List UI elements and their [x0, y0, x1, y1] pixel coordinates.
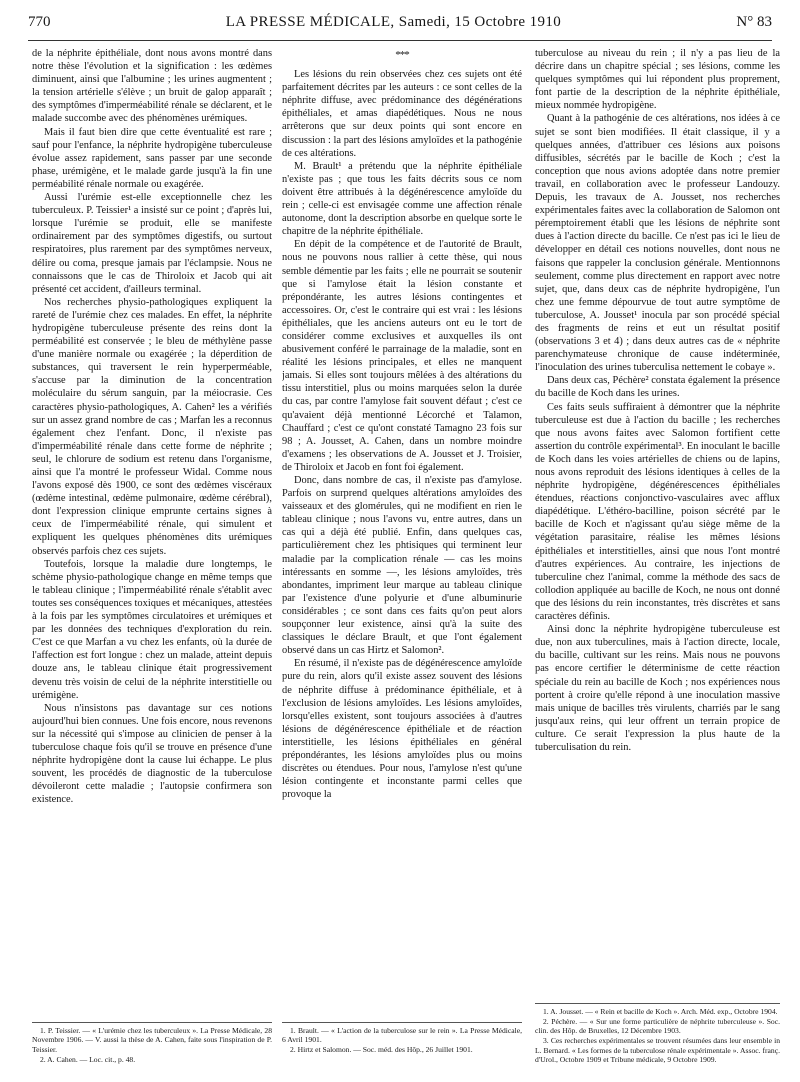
footnote: 2. Péchère. — « Sur une forme particulière de néphrite tuberculeuse ». Soc. clin. des Hôp. de Bruxelles, 12 Décembre 1903. [535, 1016, 780, 1036]
paragraph: Quant à la pathogénie de ces altérations, nos idées à ce sujet se sont bien modifiées. Il était classique, il y a quelques années, d'attribuer ces lésions aux poisons diffusibles, sécrétés par le bacille de Koch ; c'est la conception que nous avions adoptée dans notre premier travail, en collaboration avec le professeur Landouzy. Depuis, les travaux de A. Jousset, nos recherches expérimentales faites avec la collaboration de Salomon ont péremptoirement établi que les lésions de néphrite sont dues à l'action directe du bacille. Ce n'est pas ici le lieu de développer en détail ces notions nouvelles, dont nous ne faisons que rappeler la conclusion générale. Mentionnons seulement, comme plus directement en rapport avec notre sujet, que, dans deux cas de néphrite hydropigène, l'un chez une femme dépourvue de tout autre symptôme de tuberculose, A. Jousset¹ inocula par son procédé spécial des fragments de reins et eut un résultat positif (observations 3 et 4) ; dans deux autres cas de « néphrite parenchymateuse chronique de cause indéterminée, l'inoculation des urines tuberculisa nettement le cobaye ». [535, 113, 780, 374]
page-number: 770 [28, 14, 51, 30]
column-right [535, 47, 780, 1072]
paragraph: Nos recherches physio-pathologiques expliquent la rareté de l'urémie chez ces malades. En effet, la néphrite hydropigène tuberculeuse présente des reins dont la perméabilité est conservée ; le bleu de méthylène passe d'une manière normale ou exagérée ; la déperdition de substances, qui traversent le rein hyperperméable, s'accuse par la diminution de la concentration moléculaire du sérum sanguin, par la méiocrasie. Ces caractères physio-pathologiques, A. Cahen² les a vérifiés sur un assez grand nombre de cas ; Marfan les a reconnus également chez l'enfant. Donc, il n'existe pas d'imperméabilité rénale dans cette forme de néphrite ; seul, le chlorure de sodium est retenu dans l'organisme, ainsi que l'a montré le professeur Widal. Comme nous l'avons exposé dès 1900, ce sont des œdèmes viscéraux (œdème intestinal, œdème pulmonaire, œdème cérébral), dont l'expression clinique emprunte certains signes à ceux de l'imperméabilité rénale, qui simulent et expliquent les quelques phénomènes dits urémiques observés parfois chez ces sujets. [32, 296, 272, 557]
footnotes-left [32, 1022, 272, 1065]
footnote: 1. A. Jousset. — « Rein et bacille de Koch ». Arch. Méd. exp., Octobre 1904. [543, 1007, 778, 1016]
paragraph: Ces faits seuls suffiraient à démontrer que la néphrite tuberculeuse est due à l'action du bacille ; les recherches que nous avons faites avec Salomon fortifient cette assertion du contrôle expérimental³. En inoculant le bacille de Koch dans les voies artérielles de chiens ou de lapins, nous avons reproduit des lésions identiques à celles de la néphrite hydropigène, dégénérescences épithéliales étendues, réactions conjonctivo-vasculaires avec afflux diapédétique. L'éthéro-bacilline, poison sécrété par le bacille de Koch et n'agissant qu'au siège même de la végétation parasitaire, réalise les mêmes lésions épithéliales et interstitielles, ainsi que nous l'ont montré d'autres expériences. Au contraire, les injections de tuberculine chez l'animal, comme la méthode des sacs de collodion appliquée au bacille de Koch, ne nous ont donné que des lésions du rein inconstantes, très discrètes et sans caractères définis. [535, 401, 780, 623]
section-separator-asterism: *** [395, 49, 409, 61]
footnotes-right [535, 1003, 780, 1065]
footnote: 1. Brault. — « L'action de la tuberculose sur le rein ». La Presse Médicale, 6 Avril 1901. [282, 1026, 522, 1045]
footnote: 1. P. Teissier. — « L'urémie chez les tuberculeux ». La Presse Médicale, 28 Novembre 1906. — V. aussi la thèse de A. Cahen, faite sous l'inspiration de P. Teissier. [32, 1026, 272, 1054]
page-header [28, 14, 772, 40]
footnote: 2. A. Cahen. — Loc. cit., p. 48. [40, 1054, 136, 1064]
paragraph: tuberculose au niveau du rein ; il n'y a pas lieu de la décrire dans un chapitre spécial ; ses lésions, comme les quelques symptômes qui lui répondent plus proprement, font partie de la description de la néphrite épithéliale, mieux nommée hydropigène. [535, 48, 780, 112]
paragraph: Toutefois, lorsque la maladie dure longtemps, le schème physio-pathologique change en même temps que le tableau clinique ; l'imperméabilité rénale s'établit avec toutes ses conséquences toxiques et mécaniques, attestées à la fois par les symptômes circulatoires et urémiques et par les données des techniques d'exploration du rein. C'est ce que Marfan a vu chez les enfants, où la durée de l'affection est fort longue : chez un malade, atteint depuis douze ans, le tableau clinique était progressivement devenu très voisin de celui de la néphrite interstitielle ou urémigène. [32, 558, 272, 701]
paragraph: En dépit de la compétence et de l'autorité de Brault, nous ne pouvons nous rallier à cette thèse, qui nous semble démentie par les faits ; elle ne pourrait se soutenir que si l'amylose était la lésion constante et prépondérante, les autres lésions contingentes et accessoires. Or, c'est le contraire qui est vrai : les lésions épithéliales, que les anciens auteurs ont eu le tort de considérer comme exclusives et auxquelles ils ont abusivement conféré le parrainage de la maladie, sont en réalité les lésions principales, et elles ne manquent jamais. Si elles sont toujours mêlées à des altérations du tissu interstitiel, plus ou moins marquées selon la durée du cas, par contre l'amylose fait souvent défaut ; c'est ce qu'avaient déjà mentionné Lécorché et Talamon, Chauffard ; c'est ce qu'ont constaté Tamagno 23 fois sur 98 ; A. Jousset, A. Cahen, dans un nombre moindre d'examens ; les observations de A. Jousset et J. Troisier, de Thiroloix et Jacob en font foi également. [282, 239, 522, 473]
paragraph: M. Brault¹ a prétendu que la néphrite épithéliale n'existe pas ; que tous les faits décrits sous ce nom doivent être attribués à la dégénérescence amyloïde du rein ; celle-ci est envisagée comme une affection rénale autonome, dont la description absorbe en quelque sorte le chapitre de la néphrite épithéliale. [282, 160, 522, 238]
paragraph: En résumé, il n'existe pas de dégénérescence amyloïde pure du rein, alors qu'il existe assez souvent des lésions de néphrite diffuse à prédominance épithéliale, et à l'exclusion de lésions amyloïdes. Les lésions amyloïdes, lorsqu'elles existent, sont toujours associées à d'autres lésions de dégénérescence épithéliale et de réaction interstitielle, les lésions épithéliales en général prépondérantes, les lésions amyloïdes plus ou moins discrètes ou étendues. Pour nous, l'amylose n'est qu'une lésion contingente et inconstante parmi celles que provoque la [282, 658, 522, 801]
footnote: 2. Hirtz et Salomon. — Soc. méd. des Hôp., 26 Juillet 1901. [290, 1045, 473, 1055]
paragraph: Donc, dans nombre de cas, il n'existe pas d'amylose. Parfois on surprend quelques altérations amyloïdes des vaisseaux et des glomérules, qui ne modifient en rien le tableau clinique ; nous l'avons vu, entre autres, dans un cas qui a déjà été publié. Enfin, dans quelques cas, particulièrement chez les phtisiques qui terminent leur maladie par la complication rénale — cas les moins intéressants en somme —, les lésions amyloïdes, très abondantes, impriment leur marque au tableau clinique par l'existence d'une polyurie et d'une albuminurie considérables ; ce sont dans ces faits qu'on peut alors soupçonner leur existence, ainsi qu'à la suite des classiques le déclare Brault, et que l'ont également observé dans un cas Hirtz et Salomon². [282, 475, 522, 657]
paragraph: Mais il faut bien dire que cette éventualité est rare ; sauf pour l'enfance, la néphrite hydropigène tuberculeuse évolue assez rapidement, sans passer par une seconde phase, urémigène, et le malade garde jusqu'à la fin une perméabilité rénale normale ou exagérée. [32, 126, 272, 190]
paragraph: Les lésions du rein observées chez ces sujets ont été parfaitement décrites par les auteurs : ce sont celles de la néphrite diffuse, avec prédominance des dégénérations épithéliales, et amas diapédétiques. Nous ne nous arrêterons que sur deux points qui sont encore en discussion : la part des lésions amyloïdes et la pathogénie de ces altérations. [282, 69, 522, 159]
footnote: 3. Ces recherches expérimentales se trouvent résumées dans leur ensemble in L. Bernard. « Les formes de la tuberculose rénale expérimentale ». Assoc. franç. d'Urol., Octobre 1909 et Tribune médicale, 9 Octobre 1909. [535, 1036, 780, 1065]
column-left [32, 47, 272, 1072]
paragraph: de la néphrite épithéliale, dont nous avons montré dans notre thèse l'évolution et la signification : les œdèmes diminuent, ainsi que l'albumine ; les urines augmentent ; la tension artérielle s'élève ; un bruit de galop apparaît ; des symptômes d'imperméabilité rénale se déclarent, et le malade succombe avec des phénomènes urémiques. [32, 48, 272, 125]
column-middle [282, 47, 522, 1072]
header-rule [28, 40, 772, 41]
footnotes-middle [282, 1022, 522, 1055]
paragraph: Ainsi donc la néphrite hydropigène tuberculeuse est due, non aux tuberculines, mais à l'action directe, locale, du bacille, cultivant sur les reins. Mais nous ne pouvons pas encore certifier le déterminisme de cette réaction spéciale du rein au bacille de Koch ; nos expériences nous portent à croire qu'elle répond à une inoculation massive mais unique de bacilles très virulents, charriés par le sang jusqu'aux reins, qui leur offrent un terrain propice de culture. Ce serait l'expression la plus haute de la tuberculisation du rein. [535, 624, 780, 753]
paragraph: Aussi l'urémie est-elle exceptionnelle chez les tuberculeux. P. Teissier¹ a insisté sur ce point ; d'après lui, lorsque l'urémie se produit, elle se manifeste ordinairement par des symptômes digestifs, ou surtout respiratoires, plus rarement par des symptômes nerveux, délire ou coma, presque jamais par l'éclampsie. Nous ne connaissons que le cas de Thiroloix et Jacob qui ait présenté cet accident, d'ailleurs terminal. [32, 192, 272, 295]
paragraph: Nous n'insistons pas davantage sur ces notions aujourd'hui bien connues. Une fois encore, nous revenons sur la nécessité qui s'impose au clinicien de penser à la tuberculose chaque fois qu'il se trouve en présence d'une néphrite hydropigène dont la cause lui échappe. Le plus souvent, les procédés de diagnostic de la tuberculose dévoileront cette maladie ; l'autopsie confirmera son existence. [32, 702, 272, 806]
paragraph: Dans deux cas, Péchère² constata également la présence du bacille de Koch dans les urines. [535, 375, 780, 400]
issue-number: N° 83 [736, 14, 772, 30]
journal-title: LA PRESSE MÉDICALE, Samedi, 15 Octobre 1910 [225, 14, 562, 30]
